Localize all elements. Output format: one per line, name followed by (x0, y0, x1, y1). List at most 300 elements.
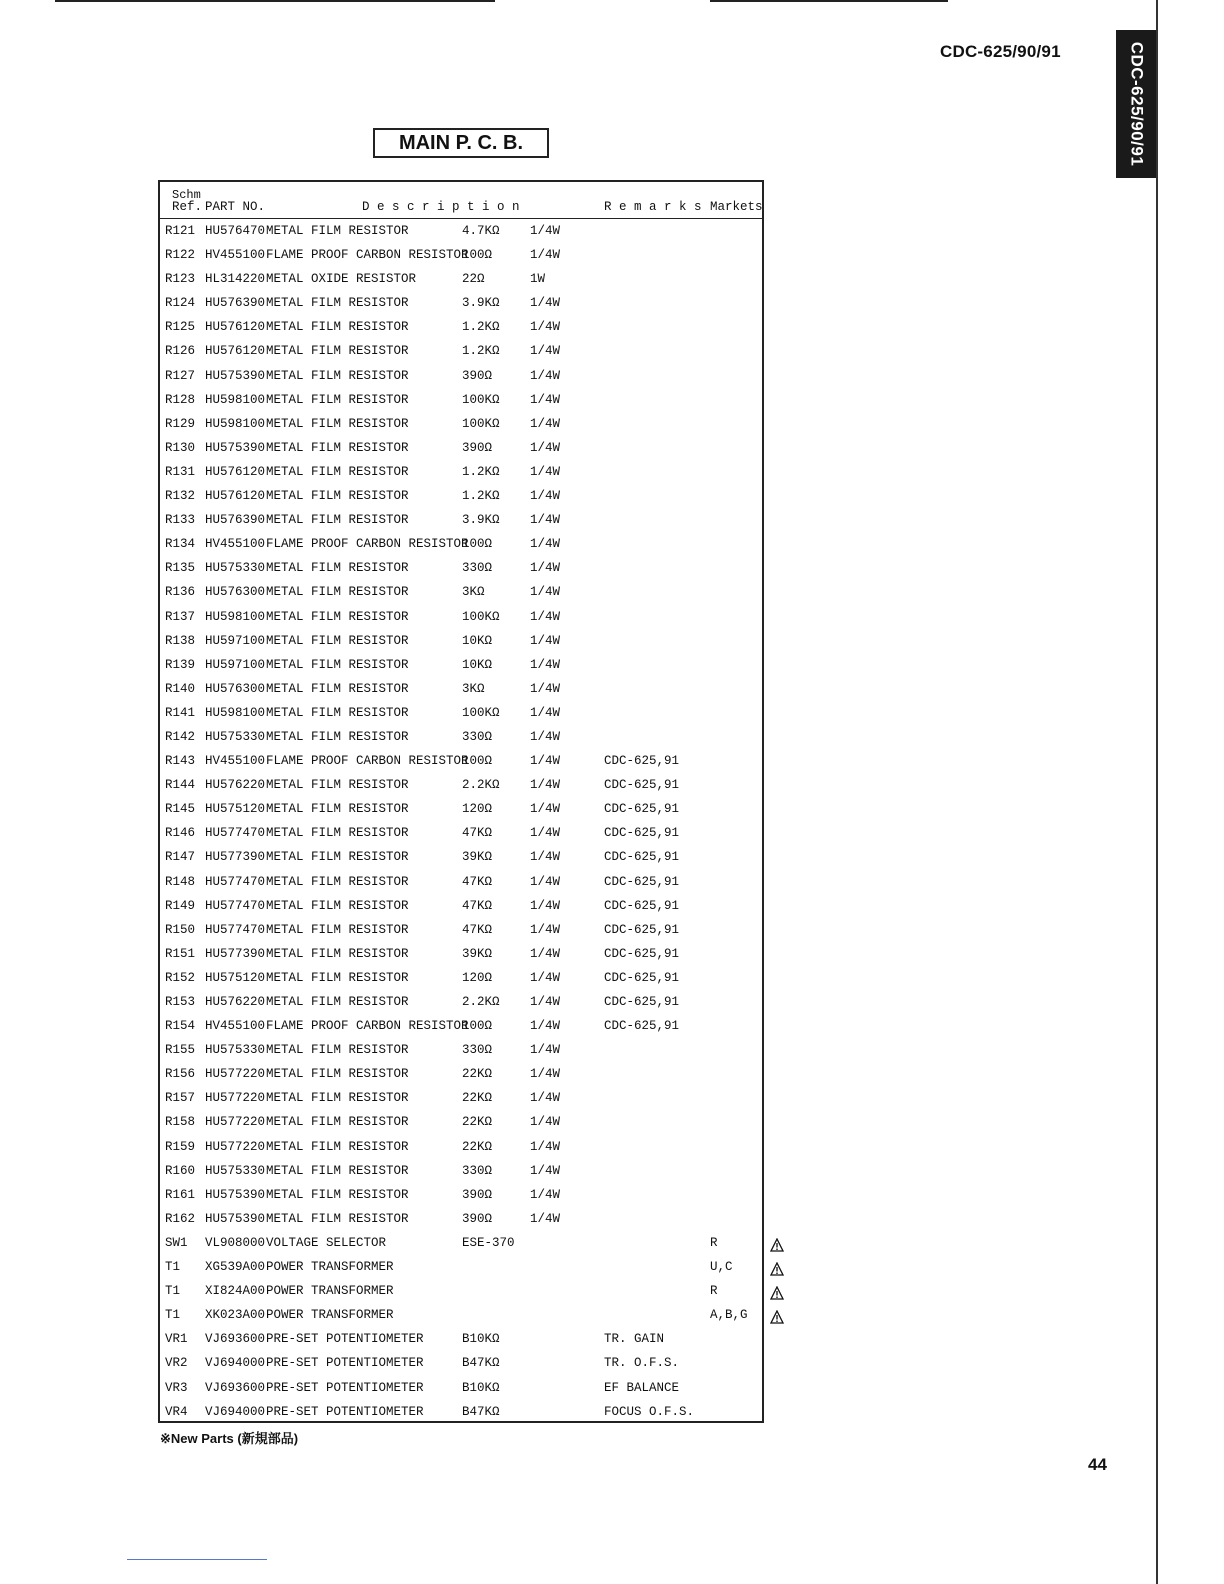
cell-wattage: 1/4W (530, 922, 561, 937)
header-remarks: R e m a r k s (604, 200, 702, 214)
table-row (160, 364, 762, 388)
right-border-rule (1156, 0, 1158, 1584)
cell-part-no: HU598100 (205, 392, 266, 407)
cell-wattage: 1/4W (530, 633, 561, 648)
cell-ref: R140 (165, 681, 196, 696)
safety-warning-icon (770, 1286, 784, 1300)
cell-part-no: VJ693600 (205, 1380, 266, 1395)
cell-description: METAL FILM RESISTOR (266, 778, 409, 793)
cell-value: 390Ω (462, 440, 493, 455)
table-row (160, 629, 762, 653)
table-row (160, 1183, 762, 1207)
cell-wattage: 1/4W (530, 681, 561, 696)
cell-description: METAL FILM RESISTOR (266, 1187, 409, 1202)
cell-ref: VR2 (165, 1356, 188, 1371)
bottom-link-line (127, 1559, 267, 1560)
cell-wattage: 1/4W (530, 754, 561, 769)
table-row (160, 749, 762, 773)
cell-part-no: HU577470 (205, 874, 266, 889)
table-row (160, 556, 762, 580)
model-header: CDC-625/90/91 (940, 42, 1061, 61)
cell-wattage: 1/4W (530, 440, 561, 455)
cell-value: 22KΩ (462, 1091, 493, 1106)
cell-ref: R139 (165, 657, 196, 672)
cell-value: 1.2KΩ (462, 489, 500, 504)
table-row (160, 412, 762, 436)
safety-warning-icon (770, 1262, 784, 1276)
cell-ref: R135 (165, 561, 196, 576)
cell-part-no: HU598100 (205, 705, 266, 720)
table-row (160, 701, 762, 725)
cell-markets: R (710, 1284, 718, 1299)
cell-part-no: HU576220 (205, 778, 266, 793)
cell-part-no: HU598100 (205, 609, 266, 624)
cell-part-no: VJ694000 (205, 1356, 266, 1371)
cell-ref: R129 (165, 416, 196, 431)
cell-wattage: 1/4W (530, 537, 561, 552)
cell-ref: R157 (165, 1091, 196, 1106)
cell-value: 39KΩ (462, 850, 493, 865)
table-row (160, 1255, 762, 1279)
cell-part-no: HU597100 (205, 633, 266, 648)
cell-wattage: 1/4W (530, 248, 561, 263)
cell-ref: R145 (165, 802, 196, 817)
cell-description: POWER TRANSFORMER (266, 1308, 394, 1323)
cell-part-no: HU597100 (205, 657, 266, 672)
cell-value: 100Ω (462, 537, 493, 552)
table-row (160, 1159, 762, 1183)
cell-wattage: 1/4W (530, 802, 561, 817)
cell-description: METAL FILM RESISTOR (266, 995, 409, 1009)
cell-value: 100Ω (462, 248, 493, 263)
cell-ref: R162 (165, 1211, 196, 1226)
cell-ref: R155 (165, 1043, 196, 1058)
section-title: MAIN P. C. B. (373, 128, 549, 158)
cell-ref: R151 (165, 946, 196, 961)
cell-description: METAL FILM RESISTOR (266, 874, 409, 889)
cell-wattage: 1/4W (530, 320, 561, 335)
cell-description: METAL FILM RESISTOR (266, 561, 409, 576)
cell-description: METAL FILM RESISTOR (266, 609, 409, 624)
cell-description: METAL FILM RESISTOR (266, 681, 409, 696)
cell-description: METAL FILM RESISTOR (266, 729, 409, 744)
cell-description: FLAME PROOF CARBON RESISTOR (266, 537, 469, 552)
cell-wattage: 1/4W (530, 874, 561, 889)
cell-ref: T1 (165, 1284, 181, 1299)
cell-ref: R144 (165, 778, 196, 793)
cell-ref: R148 (165, 874, 196, 889)
table-row (160, 1327, 762, 1351)
cell-remarks: EF BALANCE (604, 1380, 680, 1395)
cell-part-no: HU575390 (205, 1211, 266, 1226)
cell-ref: R125 (165, 320, 196, 335)
cell-description: PRE-SET POTENTIOMETER (266, 1332, 424, 1347)
table-row (160, 291, 762, 315)
cell-description: METAL FILM RESISTOR (266, 1091, 409, 1106)
table-row (160, 725, 762, 749)
table-row (160, 942, 762, 966)
cell-wattage: 1/4W (530, 561, 561, 576)
cell-part-no: XG539A00 (205, 1260, 266, 1275)
cell-value: 47KΩ (462, 898, 493, 913)
cell-ref: R136 (165, 585, 196, 600)
cell-description: METAL FILM RESISTOR (266, 224, 409, 238)
cell-part-no: HV455100 (205, 1019, 266, 1034)
cell-remarks: CDC-625,91 (604, 826, 680, 841)
cell-remarks: CDC-625,91 (604, 898, 680, 913)
page-number: 44 (1088, 1455, 1107, 1474)
cell-value: ESE-370 (462, 1235, 515, 1250)
table-row (160, 966, 762, 990)
cell-ref: R161 (165, 1187, 196, 1202)
cell-description: FLAME PROOF CARBON RESISTOR (266, 754, 469, 769)
table-row (160, 219, 762, 243)
cell-ref: R122 (165, 248, 196, 263)
cell-value: 47KΩ (462, 874, 493, 889)
cell-ref: R137 (165, 609, 196, 624)
cell-part-no: HU575390 (205, 368, 266, 383)
table-row (160, 870, 762, 894)
cell-value: 100Ω (462, 1019, 493, 1034)
cell-wattage: 1/4W (530, 344, 561, 359)
cell-markets: U,C (710, 1260, 733, 1275)
cell-ref: SW1 (165, 1235, 188, 1250)
table-row (160, 677, 762, 701)
cell-value: 120Ω (462, 802, 493, 817)
cell-ref: R153 (165, 995, 196, 1009)
cell-wattage: 1/4W (530, 392, 561, 407)
cell-description: METAL FILM RESISTOR (266, 946, 409, 961)
cell-description: POWER TRANSFORMER (266, 1284, 394, 1299)
cell-remarks: CDC-625,91 (604, 850, 680, 865)
cell-wattage: 1/4W (530, 1187, 561, 1202)
cell-ref: R126 (165, 344, 196, 359)
cell-part-no: HU577220 (205, 1091, 266, 1106)
cell-description: POWER TRANSFORMER (266, 1260, 394, 1275)
cell-ref: VR3 (165, 1380, 188, 1395)
cell-value: 39KΩ (462, 946, 493, 961)
cell-description: METAL FILM RESISTOR (266, 633, 409, 648)
table-row (160, 339, 762, 363)
cell-part-no: HU577390 (205, 850, 266, 865)
cell-part-no: HU576120 (205, 489, 266, 504)
side-tab-label: CDC-625/90/91 (1127, 41, 1146, 167)
table-row (160, 845, 762, 869)
cell-part-no: HU576120 (205, 344, 266, 359)
cell-description: METAL FILM RESISTOR (266, 1211, 409, 1226)
cell-wattage: 1/4W (530, 729, 561, 744)
cell-ref: R138 (165, 633, 196, 648)
table-row (160, 460, 762, 484)
cell-description: METAL FILM RESISTOR (266, 440, 409, 455)
cell-ref: R146 (165, 826, 196, 841)
header-schm: Schm (172, 188, 201, 202)
cell-part-no: HV455100 (205, 754, 266, 769)
cell-part-no: VJ693600 (205, 1332, 266, 1347)
table-row (160, 1207, 762, 1231)
cell-wattage: 1/4W (530, 946, 561, 961)
cell-part-no: HU575330 (205, 729, 266, 744)
cell-description: PRE-SET POTENTIOMETER (266, 1404, 424, 1419)
cell-description: METAL FILM RESISTOR (266, 970, 409, 985)
cell-wattage: 1/4W (530, 1211, 561, 1226)
cell-value: 330Ω (462, 729, 493, 744)
cell-wattage: 1/4W (530, 1139, 561, 1154)
cell-value: B47KΩ (462, 1356, 500, 1371)
cell-part-no: VL908000 (205, 1235, 266, 1250)
cell-value: 1.2KΩ (462, 344, 500, 359)
cell-part-no: HU598100 (205, 416, 266, 431)
cell-wattage: 1/4W (530, 464, 561, 479)
top-rule-left (55, 0, 495, 2)
cell-value: 3KΩ (462, 681, 485, 696)
cell-description: METAL FILM RESISTOR (266, 416, 409, 431)
cell-value: 2.2KΩ (462, 778, 500, 793)
cell-ref: R142 (165, 729, 196, 744)
cell-remarks: FOCUS O.F.S. (604, 1404, 695, 1419)
cell-part-no: HU577470 (205, 922, 266, 937)
table-row (160, 388, 762, 412)
cell-remarks: TR. GAIN (604, 1332, 665, 1347)
cell-remarks: CDC-625,91 (604, 946, 680, 961)
header-part-no: PART NO. (205, 200, 266, 214)
table-header (160, 182, 762, 219)
cell-wattage: 1/4W (530, 585, 561, 600)
cell-ref: R150 (165, 922, 196, 937)
cell-part-no: HU576220 (205, 995, 266, 1009)
cell-ref: R133 (165, 513, 196, 528)
cell-description: PRE-SET POTENTIOMETER (266, 1380, 424, 1395)
cell-ref: R134 (165, 537, 196, 552)
cell-ref: R147 (165, 850, 196, 865)
cell-ref: VR1 (165, 1332, 188, 1347)
cell-description: METAL FILM RESISTOR (266, 368, 409, 383)
cell-ref: T1 (165, 1308, 181, 1323)
cell-part-no: HU575330 (205, 1043, 266, 1058)
cell-part-no: HU575330 (205, 1163, 266, 1178)
cell-part-no: HU576390 (205, 513, 266, 528)
cell-value: 10KΩ (462, 657, 493, 672)
cell-ref: R154 (165, 1019, 196, 1034)
cell-value: 100KΩ (462, 392, 500, 407)
cell-description: METAL FILM RESISTOR (266, 1067, 409, 1082)
table-row (160, 315, 762, 339)
cell-wattage: 1/4W (530, 657, 561, 672)
cell-part-no: HU576120 (205, 320, 266, 335)
cell-description: METAL FILM RESISTOR (266, 513, 409, 528)
cell-wattage: 1/4W (530, 296, 561, 311)
cell-description: FLAME PROOF CARBON RESISTOR (266, 1019, 469, 1034)
cell-remarks: CDC-625,91 (604, 754, 680, 769)
cell-wattage: 1/4W (530, 850, 561, 865)
cell-wattage: 1/4W (530, 1115, 561, 1130)
cell-description: METAL FILM RESISTOR (266, 585, 409, 600)
cell-description: METAL FILM RESISTOR (266, 826, 409, 841)
cell-part-no: HU575330 (205, 561, 266, 576)
table-row (160, 580, 762, 604)
cell-part-no: HU576300 (205, 585, 266, 600)
cell-ref: R121 (165, 224, 196, 238)
table-row (160, 1303, 762, 1327)
table-row (160, 436, 762, 460)
cell-description: VOLTAGE SELECTOR (266, 1235, 387, 1250)
table-row (160, 990, 762, 1014)
cell-remarks: CDC-625,91 (604, 995, 680, 1009)
cell-value: 390Ω (462, 1211, 493, 1226)
cell-ref: R132 (165, 489, 196, 504)
cell-wattage: 1/4W (530, 826, 561, 841)
cell-wattage: 1/4W (530, 368, 561, 383)
cell-ref: R143 (165, 754, 196, 769)
cell-ref: R149 (165, 898, 196, 913)
table-row (160, 1062, 762, 1086)
cell-ref: R127 (165, 368, 196, 383)
cell-wattage: 1/4W (530, 1019, 561, 1034)
cell-value: 3.9KΩ (462, 296, 500, 311)
cell-wattage: 1/4W (530, 1043, 561, 1058)
cell-markets: A,B,G (710, 1308, 748, 1323)
cell-value: 120Ω (462, 970, 493, 985)
table-row (160, 1279, 762, 1303)
cell-remarks: CDC-625,91 (604, 778, 680, 793)
cell-value: 1.2KΩ (462, 320, 500, 335)
cell-ref: R128 (165, 392, 196, 407)
header-ref: Ref. (172, 200, 203, 214)
table-row (160, 773, 762, 797)
cell-ref: R124 (165, 296, 196, 311)
cell-part-no: HU577390 (205, 946, 266, 961)
cell-wattage: 1W (530, 272, 546, 287)
cell-value: 47KΩ (462, 826, 493, 841)
cell-description: METAL FILM RESISTOR (266, 320, 409, 335)
cell-part-no: HU577220 (205, 1139, 266, 1154)
cell-value: B10KΩ (462, 1380, 500, 1395)
cell-part-no: HL314220 (205, 272, 266, 287)
table-row (160, 918, 762, 942)
cell-value: 330Ω (462, 1043, 493, 1058)
cell-part-no: HU575120 (205, 970, 266, 985)
cell-part-no: HV455100 (205, 248, 266, 263)
cell-ref: R152 (165, 970, 196, 985)
cell-description: METAL FILM RESISTOR (266, 1043, 409, 1058)
cell-description: METAL FILM RESISTOR (266, 1115, 409, 1130)
cell-description: METAL FILM RESISTOR (266, 464, 409, 479)
cell-remarks: TR. O.F.S. (604, 1356, 680, 1371)
cell-wattage: 1/4W (530, 970, 561, 985)
cell-part-no: HU576470 (205, 224, 266, 238)
cell-value: 3.9KΩ (462, 513, 500, 528)
cell-value: 100KΩ (462, 609, 500, 624)
cell-remarks: CDC-625,91 (604, 922, 680, 937)
table-row (160, 484, 762, 508)
cell-ref: R158 (165, 1115, 196, 1130)
cell-value: 390Ω (462, 1187, 493, 1202)
cell-value: B10KΩ (462, 1332, 500, 1347)
table-row (160, 1135, 762, 1159)
table-row (160, 508, 762, 532)
cell-description: METAL FILM RESISTOR (266, 1139, 409, 1154)
cell-wattage: 1/4W (530, 224, 561, 238)
cell-part-no: HU575390 (205, 440, 266, 455)
cell-wattage: 1/4W (530, 1091, 561, 1106)
table-row (160, 1376, 762, 1400)
table-row (160, 653, 762, 677)
table-body (160, 219, 762, 1424)
cell-wattage: 1/4W (530, 489, 561, 504)
cell-value: B47KΩ (462, 1404, 500, 1419)
cell-value: 2.2KΩ (462, 995, 500, 1009)
header-markets: Markets (710, 200, 763, 214)
cell-ref: R156 (165, 1067, 196, 1082)
table-row (160, 1231, 762, 1255)
table-row (160, 605, 762, 629)
cell-ref: R123 (165, 272, 196, 287)
parts-table (158, 180, 764, 1423)
cell-value: 22KΩ (462, 1115, 493, 1130)
cell-remarks: CDC-625,91 (604, 1019, 680, 1034)
cell-description: METAL FILM RESISTOR (266, 802, 409, 817)
table-row (160, 532, 762, 556)
cell-value: 100Ω (462, 754, 493, 769)
cell-wattage: 1/4W (530, 1067, 561, 1082)
cell-ref: T1 (165, 1260, 181, 1275)
side-tab (1116, 30, 1156, 178)
header-description: D e s c r i p t i o n (362, 200, 520, 214)
safety-warning-icon (770, 1238, 784, 1252)
cell-description: METAL FILM RESISTOR (266, 850, 409, 865)
table-row (160, 1400, 762, 1424)
table-row (160, 821, 762, 845)
table-row (160, 894, 762, 918)
cell-part-no: XK023A00 (205, 1308, 266, 1323)
cell-remarks: CDC-625,91 (604, 970, 680, 985)
cell-part-no: HU575390 (205, 1187, 266, 1202)
cell-part-no: XI824A00 (205, 1284, 266, 1299)
cell-ref: R141 (165, 705, 196, 720)
cell-part-no: HU577220 (205, 1115, 266, 1130)
cell-wattage: 1/4W (530, 609, 561, 624)
cell-description: FLAME PROOF CARBON RESISTOR (266, 248, 469, 263)
cell-wattage: 1/4W (530, 1163, 561, 1178)
table-row (160, 1014, 762, 1038)
cell-part-no: HU577470 (205, 898, 266, 913)
cell-wattage: 1/4W (530, 705, 561, 720)
cell-part-no: HU577220 (205, 1067, 266, 1082)
cell-ref: R131 (165, 464, 196, 479)
table-row (160, 267, 762, 291)
cell-part-no: HV455100 (205, 537, 266, 552)
cell-description: METAL FILM RESISTOR (266, 657, 409, 672)
cell-part-no: HU576300 (205, 681, 266, 696)
cell-markets: R (710, 1235, 718, 1250)
cell-value: 1.2KΩ (462, 464, 500, 479)
table-row (160, 1351, 762, 1375)
table-row (160, 1038, 762, 1062)
table-row (160, 1086, 762, 1110)
cell-wattage: 1/4W (530, 898, 561, 913)
cell-value: 4.7KΩ (462, 224, 500, 238)
cell-value: 3KΩ (462, 585, 485, 600)
cell-wattage: 1/4W (530, 513, 561, 528)
table-row (160, 1110, 762, 1134)
table-row (160, 797, 762, 821)
cell-value: 22Ω (462, 272, 485, 287)
cell-description: METAL FILM RESISTOR (266, 296, 409, 311)
cell-remarks: CDC-625,91 (604, 802, 680, 817)
cell-ref: VR4 (165, 1404, 188, 1419)
cell-value: 330Ω (462, 1163, 493, 1178)
cell-value: 22KΩ (462, 1067, 493, 1082)
